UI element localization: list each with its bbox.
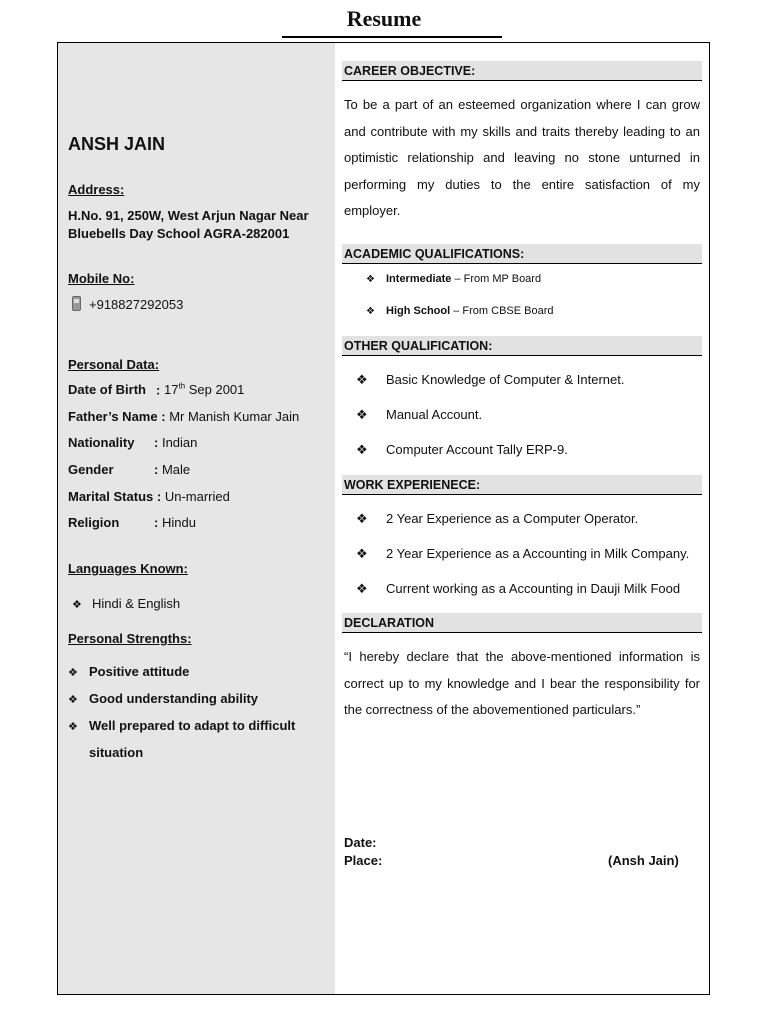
academic-item bbox=[366, 273, 541, 285]
academic-detail: – From CBSE Board bbox=[450, 305, 554, 317]
document-title: Resume bbox=[346, 6, 422, 31]
personal-key: Gender bbox=[68, 462, 114, 477]
academic-heading: ACADEMIC QUALIFICATIONS: bbox=[342, 244, 702, 264]
right-column bbox=[342, 43, 702, 994]
personal-key: Marital Status bbox=[68, 489, 154, 504]
work-experience-text: 2 Year Experience as a Computer Operator. bbox=[386, 511, 639, 526]
personal-sep: : bbox=[156, 489, 162, 504]
academic-detail: – From MP Board bbox=[451, 273, 542, 285]
work-experience-item bbox=[356, 581, 680, 597]
strengths-label: Personal Strengths: bbox=[68, 631, 192, 646]
strength-text: Good understanding ability bbox=[89, 691, 258, 706]
personal-row-father bbox=[68, 409, 299, 424]
other-qualification-item bbox=[356, 372, 624, 388]
personal-sep: : bbox=[154, 515, 159, 530]
strength-text: Well prepared to adapt to difficult bbox=[89, 718, 296, 733]
personal-data-label: Personal Data: bbox=[68, 357, 160, 372]
other-qualification-heading: OTHER QUALIFICATION: bbox=[342, 336, 702, 356]
signature-name: (Ansh Jain) bbox=[608, 853, 679, 868]
date-label: Date: bbox=[344, 835, 377, 850]
left-column bbox=[58, 43, 335, 994]
work-experience-text: Current working as a Accounting in Dauji Milk Food bbox=[386, 581, 681, 596]
academic-title: High School bbox=[386, 305, 451, 317]
work-experience-item bbox=[356, 546, 689, 562]
personal-row-religion bbox=[68, 515, 196, 530]
address-label: Address: bbox=[68, 182, 125, 197]
personal-value: 17th Sep 2001 bbox=[163, 382, 245, 398]
diamond-bullet-icon: ❖ bbox=[72, 599, 82, 611]
mobile-number: +918827292053 bbox=[89, 297, 184, 312]
career-objective-heading: CAREER OBJECTIVE: bbox=[342, 61, 702, 81]
diamond-bullet-icon: ❖ bbox=[356, 581, 368, 596]
diamond-bullet-icon: ❖ bbox=[366, 306, 375, 317]
personal-sep: : bbox=[161, 409, 166, 424]
declaration-text: “I hereby declare that the above-mentioned information is correct up to my knowledge and I bear the responsibility for the correctness of the abovementioned particulars.” bbox=[344, 649, 700, 717]
declaration-heading: DECLARATION bbox=[342, 613, 702, 633]
personal-sep: : bbox=[154, 462, 159, 477]
career-objective-text: To be a part of an esteemed organization where I can grow and contribute with my skills and traits thereby leading to an optimistic relationship and leaving no stone unturned in performing my duties to the entire satisfaction of my employer. bbox=[344, 97, 700, 218]
place-label: Place: bbox=[344, 853, 383, 868]
academic-item bbox=[366, 305, 554, 317]
strength-item bbox=[68, 664, 189, 679]
other-qualification-text: Basic Knowledge of Computer & Internet. bbox=[386, 372, 625, 387]
strength-item bbox=[68, 718, 295, 733]
other-qualification-item bbox=[356, 407, 482, 423]
strength-text: Positive attitude bbox=[89, 664, 190, 679]
strength-item-continuation bbox=[89, 745, 143, 760]
personal-sep: : bbox=[156, 382, 161, 398]
personal-row-nationality bbox=[68, 435, 197, 450]
title-underline bbox=[282, 36, 502, 38]
academic-title: Intermediate bbox=[386, 273, 452, 285]
mobile-row bbox=[72, 296, 183, 314]
personal-row-gender bbox=[68, 462, 190, 477]
strength-text: situation bbox=[89, 745, 144, 760]
phone-icon bbox=[72, 296, 81, 311]
resume-frame bbox=[57, 42, 710, 995]
diamond-bullet-icon: ❖ bbox=[356, 546, 368, 561]
diamond-bullet-icon: ❖ bbox=[356, 407, 368, 422]
diamond-bullet-icon: ❖ bbox=[356, 442, 368, 457]
mobile-label: Mobile No: bbox=[68, 271, 135, 286]
language-text: Hindi & English bbox=[92, 596, 181, 611]
personal-value: Un-married bbox=[164, 489, 230, 504]
work-experience-text: 2 Year Experience as a Accounting in Milk Company. bbox=[386, 546, 690, 561]
languages-label: Languages Known: bbox=[68, 561, 188, 576]
personal-row-dob bbox=[68, 382, 244, 397]
personal-key: Nationality bbox=[68, 435, 135, 450]
other-qualification-text: Manual Account. bbox=[386, 407, 483, 422]
strength-item bbox=[68, 691, 258, 706]
diamond-bullet-icon: ❖ bbox=[68, 694, 78, 706]
personal-sep: : bbox=[154, 435, 159, 450]
candidate-name: ANSH JAIN bbox=[68, 134, 166, 154]
personal-value: Male bbox=[161, 462, 191, 477]
address-line-1: H.No. 91, 250W, West Arjun Nagar Near bbox=[68, 208, 309, 223]
address-line-2: Bluebells Day School AGRA-282001 bbox=[68, 226, 290, 241]
diamond-bullet-icon: ❖ bbox=[68, 721, 78, 733]
other-qualification-item bbox=[356, 442, 568, 458]
diamond-bullet-icon: ❖ bbox=[356, 511, 368, 526]
diamond-bullet-icon: ❖ bbox=[68, 667, 78, 679]
language-item bbox=[72, 596, 180, 611]
work-experience-heading: WORK EXPERIENECE: bbox=[342, 475, 702, 495]
diamond-bullet-icon: ❖ bbox=[366, 274, 375, 285]
personal-row-marital bbox=[68, 489, 230, 504]
diamond-bullet-icon: ❖ bbox=[356, 372, 368, 387]
work-experience-item bbox=[356, 511, 638, 527]
other-qualification-text: Computer Account Tally ERP-9. bbox=[386, 442, 568, 457]
personal-key: Date of Birth bbox=[68, 382, 146, 398]
personal-value: Mr Manish Kumar Jain bbox=[169, 409, 300, 424]
personal-value: Hindu bbox=[161, 515, 196, 530]
personal-key: Father’s Name bbox=[68, 409, 158, 424]
personal-value: Indian bbox=[161, 435, 198, 450]
personal-key: Religion bbox=[68, 515, 120, 530]
